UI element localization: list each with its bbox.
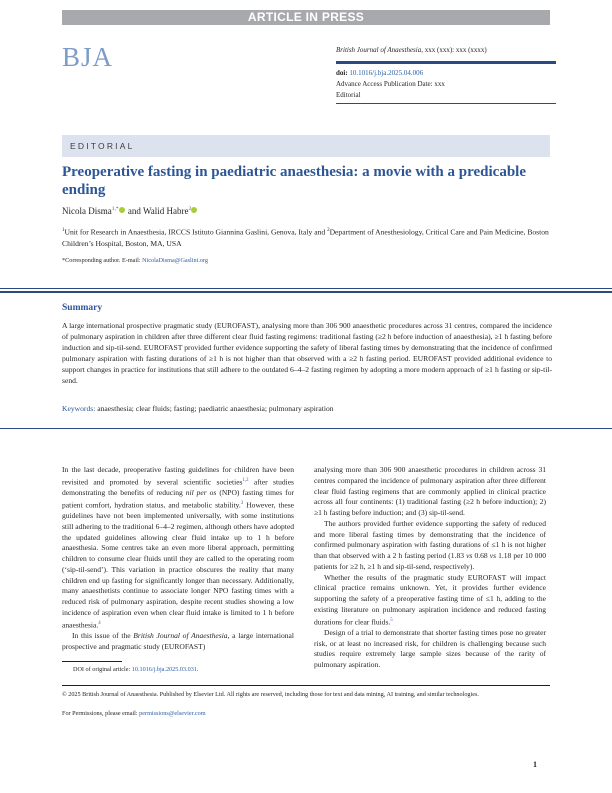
summary-rule — [0, 428, 612, 429]
body-paragraph — [314, 573, 546, 628]
body-text-italic: nil per os — [185, 488, 217, 498]
affiliation-text: Department of Anesthesiology, Critical Care and Pain Medicine, Boston Children’s Hospital, Boston, MA, USA — [62, 227, 549, 248]
affiliation-text: Unit for Research in Anaesthesia, IRCCS Istituto Giannina Gaslini, Genova, Italy and — [64, 227, 328, 237]
doi-link[interactable]: 10.1016/j.bja.2025.04.006 — [349, 69, 424, 77]
summary-text: A large international prospective pragmatic study (EUROFAST), analysing more than 306 900 anaesthetic procedures across 31 centres, compared the incidence of pulmonary aspiration in children after three different clear fluid fasting regimens: traditional fasting (≥2 h before induction of anaesthesia), ≥1 h fasting before induction and sip-til-send. EUROFAST provided further evidence supporting the safety of liberal fasting times by demonstrating that the incidence of confirmed pulmonary aspiration with fasting durations of ≥1 h is not higher than that observed with a ≥2 h fasting period. EUROFAST provided additional evidence to support changes in practice for institutions that still adhere to the outdated 6–4–2 fasting regimen by adopting a more modern approach of ≥1 h fasting or sip-til-send. — [62, 321, 552, 385]
author-connector: and — [127, 206, 141, 216]
affiliation-sup: 2 — [327, 228, 330, 233]
copyright-notice: © 2025 British Journal of Anaesthesia. Published by Elsevier Ltd. All rights are reserved, including those for text and data mining, AI training, and similar technologies. — [62, 691, 479, 698]
body-paragraph — [62, 465, 294, 631]
article-title: Preoperative fasting in paediatric anaesthesia: a movie with a predicable ending — [62, 164, 526, 198]
body-paragraph: analysing more than 306 900 anaesthetic procedures in children across 31 centres compared the incidence of pulmonary aspiration after three different clear fluid fasting regimens that are commonly applied in clinical practice across all four continents: (1) traditional fasting (≥2 h before induction); 2) ≥1 h fasting before induction; and (3) sip-til-send. — [314, 465, 546, 517]
body-text: Whether the results of the pragmatic study EUROFAST will impact clinical practice remains unknown. Yet, it provides further evidence supporting the safety of a preoperative fasting time of ≤1 h, adding to the existing literature on pulmonary aspiration incidence and reduced fasting durations for clear fluids. — [314, 572, 546, 627]
orcid-icon[interactable] — [191, 207, 197, 213]
section-label: EDITORIAL — [70, 141, 135, 151]
footnote-label: DOI of original article: — [73, 666, 132, 673]
original-doi-link[interactable]: 10.1016/j.bja.2025.03.031 — [131, 666, 197, 673]
header-rule-thick — [336, 61, 556, 64]
original-article-doi — [73, 666, 198, 673]
body-text: (NPO) fasting times for patient comfort, hydration status, and metabolic stability. — [62, 488, 294, 510]
body-text-italic: vs — [489, 551, 497, 560]
author-2-affiliation-ref[interactable]: 2 — [188, 206, 192, 212]
page-number: 1 — [533, 760, 537, 769]
corresponding-author — [62, 257, 208, 264]
summary-heading: Summary — [62, 303, 103, 313]
body-text: , a large international prospective and pragmatic study (EUROFAST) — [62, 630, 295, 651]
permissions-label: For Permissions, please email: — [62, 710, 140, 717]
journal-logo[interactable]: BJA — [62, 42, 114, 72]
body-column-right — [314, 465, 546, 671]
permissions-line — [62, 710, 206, 717]
author-1-affiliation-ref[interactable]: 1,* — [111, 206, 119, 212]
author-name-2[interactable]: Walid Habre — [142, 206, 189, 216]
doi-label: doi: — [336, 69, 348, 77]
body-text: 1.18 per 10 000 patients for ≥2 h, ≥1 h and sip-til-send, respectively). — [314, 551, 546, 571]
body-text: In this issue of the — [72, 630, 134, 640]
citation-link[interactable]: 4 — [98, 620, 101, 626]
corresponding-label: *Corresponding author. E-mail: — [62, 257, 143, 264]
body-text-italic: vs — [466, 551, 473, 560]
affiliation-sup: 1 — [62, 228, 65, 233]
doi-line — [336, 69, 556, 78]
summary-rule — [0, 291, 612, 293]
footnote-rule — [62, 661, 122, 662]
summary-rule — [0, 288, 612, 289]
author-name-1[interactable]: Nicola Disma — [62, 206, 112, 216]
body-paragraph — [62, 631, 294, 653]
body-paragraph — [314, 519, 546, 573]
advance-access-date: Advance Access Publication Date: xxx — [336, 80, 445, 88]
keywords-label: Keywords: — [62, 404, 96, 413]
journal-name: British Journal of Anaesthesia, — [336, 46, 423, 54]
citation-link[interactable]: 1,2 — [242, 477, 249, 483]
body-text: after studies demonstrating the benefits of reducing — [62, 477, 294, 498]
citation-link[interactable]: 5 — [390, 617, 393, 623]
article-type: Editorial — [336, 91, 361, 99]
body-text: In the last decade, preoperative fasting guidelines for children have been revisited and promoted by several scientific societies — [62, 465, 294, 487]
body-text-italic: British Journal of Anaesthesia — [133, 630, 228, 640]
article-in-press-banner: ARTICLE IN PRESS — [62, 10, 550, 25]
keywords-list: anaesthesia; clear fluids; fasting; paediatric anaesthesia; pulmonary aspiration — [97, 404, 334, 413]
journal-volume: xxx (xxx): xxx (xxxx) — [424, 46, 487, 54]
body-text: The authors provided further evidence supporting the safety of reduced and more liberal fasting times by demonstrating that the incidence of confirmed pulmonary aspiration with fasting durations of ≤1 h is not higher than that observed with a 2 h fasting period (1.83 — [314, 518, 546, 560]
footer-rule — [62, 685, 550, 686]
section-band — [62, 135, 550, 157]
affiliations — [62, 225, 552, 249]
footnote-end: . — [196, 666, 199, 673]
header-rule-thin — [336, 103, 556, 104]
permissions-email-link[interactable]: permissions@elsevier.com — [139, 710, 206, 717]
body-paragraph: Design of a trial to demonstrate that shorter fasting times pose no greater risk, or at least no increased risk, for children is challenging because such studies require extremely large sample sizes because of the rarity of pulmonary aspiration. — [314, 627, 546, 670]
keywords — [62, 404, 334, 413]
orcid-icon[interactable] — [119, 207, 125, 213]
journal-reference — [336, 46, 556, 55]
author-line — [62, 206, 198, 216]
body-text: 0.68 — [472, 551, 490, 560]
corresponding-email-link[interactable]: NicolaDisma@Gaslini.org — [142, 257, 208, 264]
citation-link[interactable]: 3 — [240, 500, 244, 506]
body-column-left — [62, 465, 294, 652]
body-text: However, these guidelines have not been implemented universally, with some institutions still adhering to the traditional 6–4–2 regimen, although others have adopted the updated guidelines allowing clear fluid intake up to 1 h before anaesthesia. Some centres take an even more liberal approach, permitting children to consume clear fluids until they are called to the operating room (‘sip-til-send’). This variation in practice obscures the reality that many children end up fasting for significantly longer than necessary. Additionally, many anaesthetists continue to associate longer NPO fasting times with a reduced risk of pulmonary aspiration, despite recent studies showing a low incidence of aspiration even when clear fluid intake is limited to 1 h before anaesthesia. — [62, 500, 294, 630]
